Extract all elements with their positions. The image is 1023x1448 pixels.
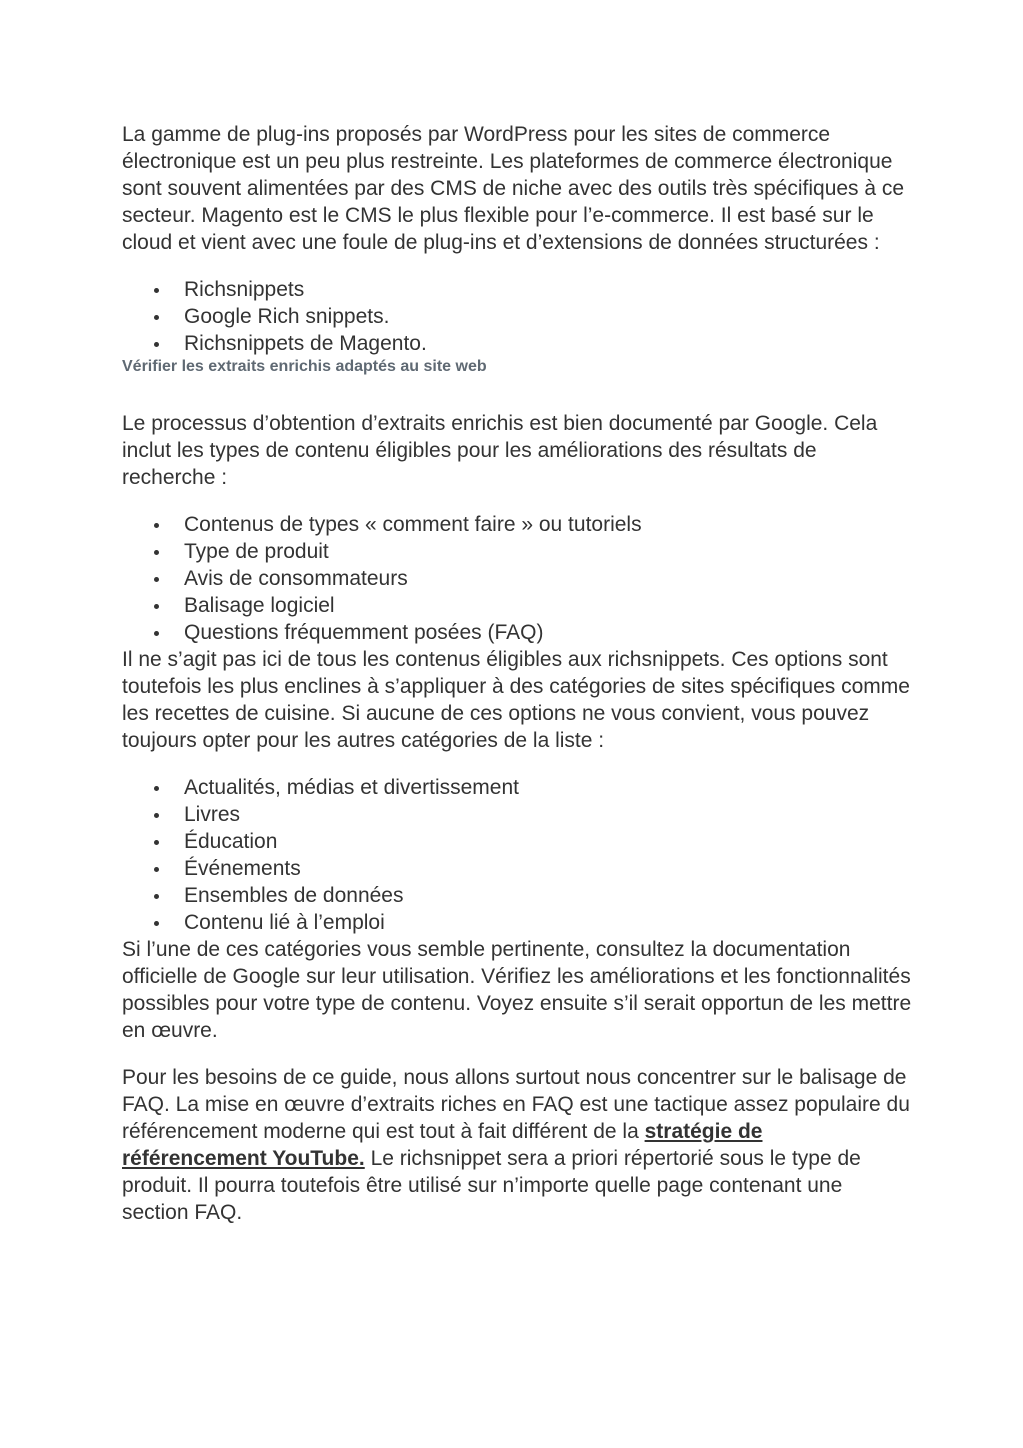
list-item: Type de produit <box>122 538 912 565</box>
youtube-seo-link[interactable]: stratégie de référencement YouTube. <box>122 1120 763 1170</box>
list-item: Contenu lié à l’emploi <box>122 909 912 936</box>
spacer <box>122 377 912 410</box>
other-categories-list <box>122 774 912 936</box>
paragraph-documentation: Si l’une de ces catégories vous semble pertinente, consultez la documentation officielle de Google sur leur utilisation. Vérifiez les améliorations et les fonctionnalités possibles pour votre type de contenu. Voyez ensuite s’il serait opportun de les mettre en œuvre. <box>122 938 912 1042</box>
paragraph-eligible: Il ne s’agit pas ici de tous les contenus éligibles aux richsnippets. Ces options sont toutefois les plus enclines à s’appliquer à des catégories de sites spécifiques comme les recettes de cuisine. Si aucune de ces options ne vous convient, vous pouvez toujours opter pour les autres catégories de la liste : <box>122 648 910 752</box>
list-item: Livres <box>122 801 912 828</box>
plugin-list <box>122 276 912 357</box>
section-heading: Vérifier les extraits enrichis adaptés au site web <box>122 358 487 375</box>
paragraph-intro: La gamme de plug-ins proposés par WordPress pour les sites de commerce électronique est un peu plus restreinte. Les plateformes de commerce électronique sont souvent alimentées par des CMS de niche avec des outils très spécifiques à ce secteur. Magento est le CMS le plus flexible pour l’e-commerce. Il est basé sur le cloud et vient avec une foule de plug-ins et d’extensions de données structurées : <box>122 123 905 254</box>
list-item: Contenus de types « comment faire » ou tutoriels <box>122 511 912 538</box>
list-item: Avis de consommateurs <box>122 565 912 592</box>
list-item: Richsnippets de Magento. <box>122 330 912 357</box>
list-item: Questions fréquemment posées (FAQ) <box>122 619 912 646</box>
list-item: Richsnippets <box>122 276 912 303</box>
content-types-list <box>122 511 912 646</box>
list-item: Actualités, médias et divertissement <box>122 774 912 801</box>
document-page <box>122 121 912 1226</box>
list-item: Ensembles de données <box>122 882 912 909</box>
spacer <box>122 754 912 774</box>
spacer <box>122 256 912 276</box>
list-item: Éducation <box>122 828 912 855</box>
spacer <box>122 491 912 511</box>
paragraph-process: Le processus d’obtention d’extraits enrichis est bien documenté par Google. Cela inclut les types de contenu éligibles pour les améliorations des résultats de recherche : <box>122 412 878 489</box>
paragraph-faq-text: Pour les besoins de ce guide, nous allons surtout nous concentrer sur le balisage de FAQ. La mise en œuvre d’extraits riches en FAQ est une tactique assez populaire du référencement moderne qui est tout à fait différent de la <box>122 1066 910 1143</box>
list-item: Balisage logiciel <box>122 592 912 619</box>
list-item: Google Rich snippets. <box>122 303 912 330</box>
paragraph-faq-text-end: Le richsnippet sera a priori répertorié sous le type de produit. Il pourra toutefois être utilisé sur n’importe quelle page contenant une section FAQ. <box>122 1147 861 1224</box>
paragraph-faq <box>122 1064 912 1226</box>
spacer <box>122 1044 912 1064</box>
list-item: Événements <box>122 855 912 882</box>
